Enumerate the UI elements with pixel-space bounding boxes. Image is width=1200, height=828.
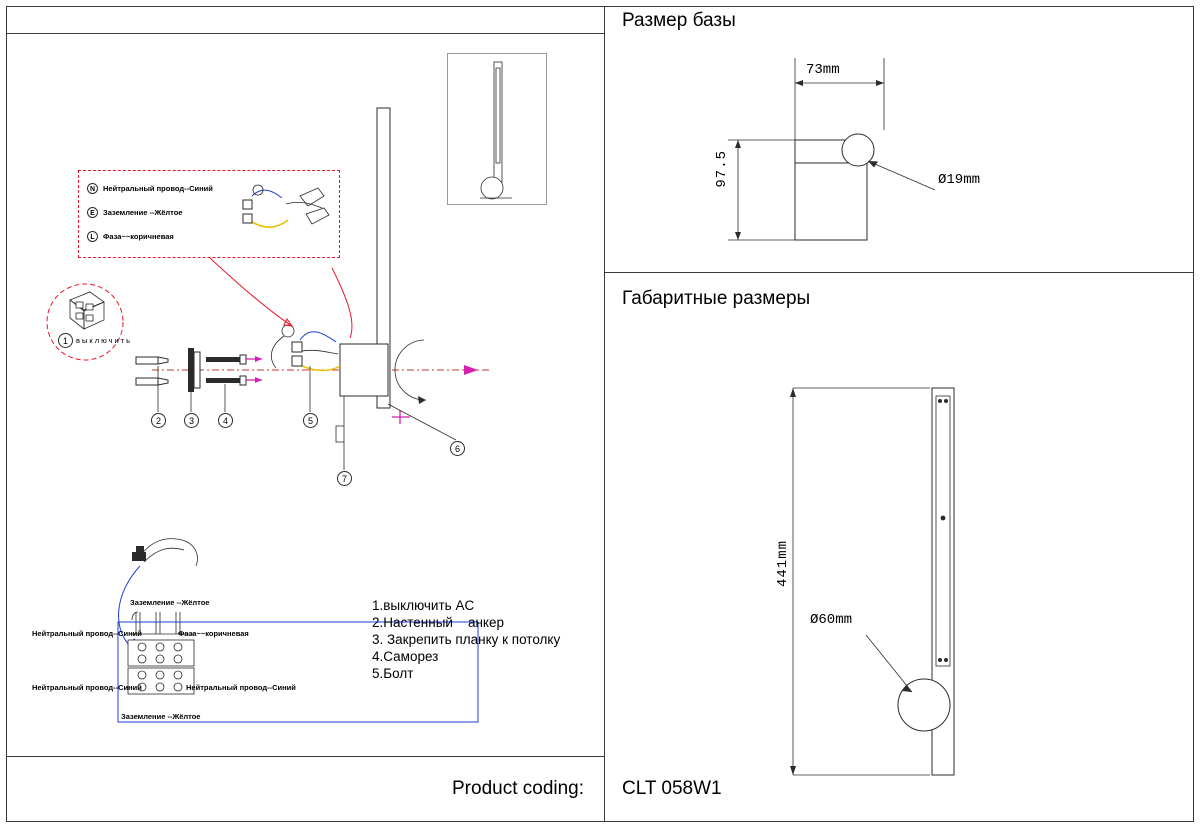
legend-text-ground: Заземление --Жёлтое — [103, 208, 183, 217]
overall-size-title: Габаритные размеры — [622, 288, 811, 309]
label-ground-top: Заземление --Жёлтое — [130, 598, 210, 607]
balloon-2: 2 — [151, 413, 166, 428]
balloon-1: 1 — [58, 333, 73, 348]
balloon-6: 6 — [450, 441, 465, 456]
instruction-1: 1.выключить AC — [372, 598, 475, 613]
label-phase-right: Фаза~~коричневая — [178, 629, 249, 638]
wire-color-legend — [78, 170, 340, 258]
legend-badge-ground: E — [87, 207, 98, 218]
base-size-title: Размер базы — [622, 10, 736, 31]
label-neutral-left-top: Нейтральный провод--Синий — [32, 629, 142, 638]
switch-callout-label: выключить — [76, 336, 133, 345]
label-ground-bottom: Заземление --Жёлтое — [121, 712, 201, 721]
instruction-5: 5.Болт — [372, 666, 414, 681]
legend-text-phase: Фаза~~коричневая — [103, 232, 174, 241]
balloon-5: 5 — [303, 413, 318, 428]
product-coding-value: CLT 058W1 — [622, 778, 722, 799]
instruction-3: 3. Закрепить планку к потолку — [372, 632, 561, 647]
label-neutral-right-bottom: Нейтральный провод--Синий — [186, 683, 296, 692]
legend-badge-neutral: N — [87, 183, 98, 194]
base-height-dim: 97.5 — [714, 150, 730, 188]
legend-text-neutral: Нейтральный провод--Синий — [103, 184, 213, 193]
sphere-diameter-dim: Ø60mm — [810, 612, 853, 628]
balloon-3: 3 — [184, 413, 199, 428]
instruction-4: 4.Саморез — [372, 649, 439, 664]
balloon-4: 4 — [218, 413, 233, 428]
ball-diameter-dim: Ø19mm — [938, 172, 981, 188]
instruction-2: 2.Настенный анкер — [372, 615, 505, 630]
base-width-dim: 73mm — [806, 62, 840, 78]
legend-badge-phase: L — [87, 231, 98, 242]
total-height-dim: 441mm — [775, 540, 791, 588]
label-neutral-left-bottom: Нейтральный провод--Синий — [32, 683, 142, 692]
balloon-7: 7 — [337, 471, 352, 486]
product-coding-label: Product coding: — [452, 778, 585, 799]
